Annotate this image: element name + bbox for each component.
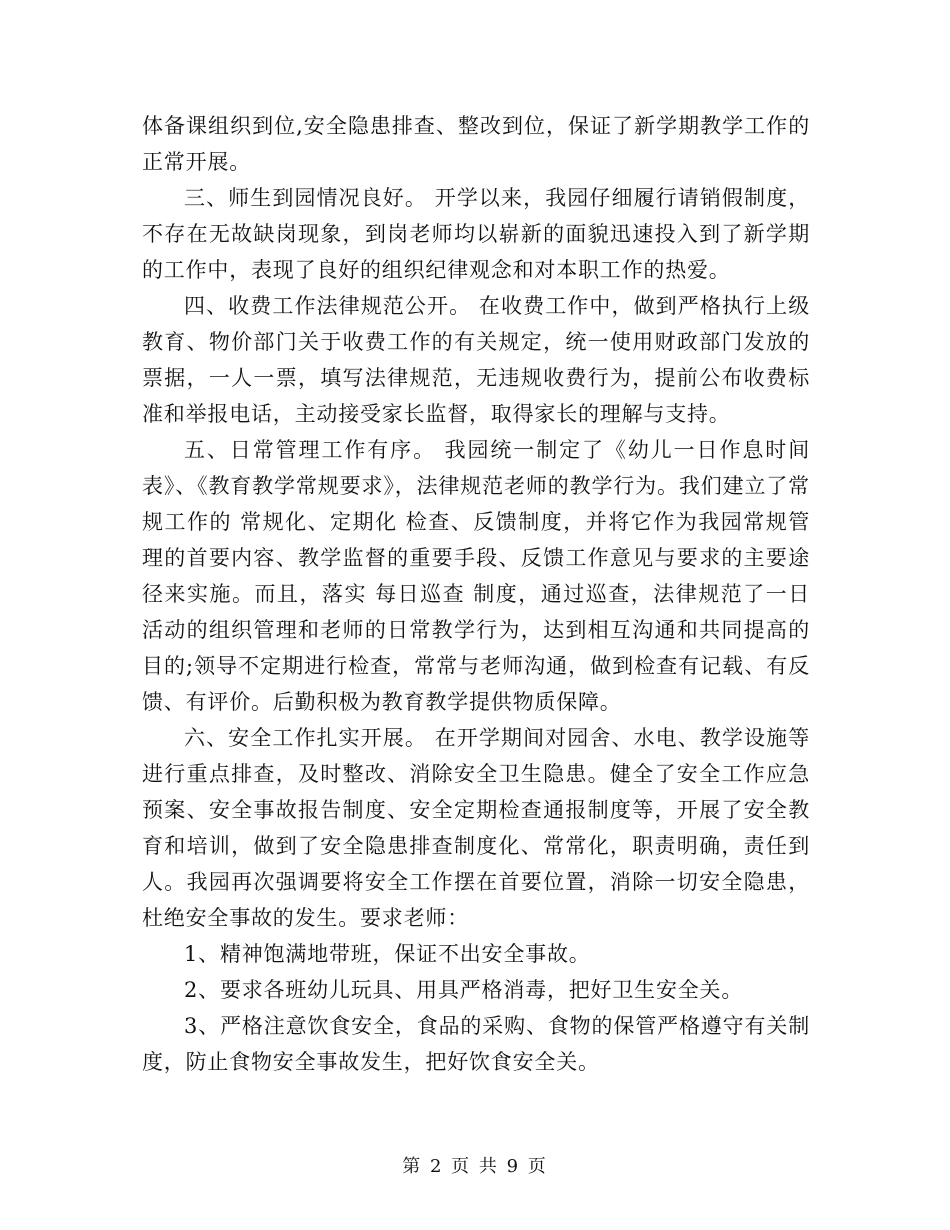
paragraph-daily-management: 五、日常管理工作有序。 我园统一制定了《幼儿一日作息时间表》、《教育教学常规要求》，法律规范老师的教学行为。我们建立了常规工作的 常规化、定期化 检查、反馈制度，并将它作为我园常规管理的首要内容、教学监督的重要手段、反馈工作意见与要求的主要途径来实施。而且，落实 每日巡查 制度，通过巡查，法律规范了一日活动的组织管理和老师的日常教学行为，达到相互沟通和共同提高的目的;领导不定期进行检查，常常与老师沟通，做到检查有记载、有反馈、有评价。后勤积极为教育教学提供物质保障。 — [142, 438, 810, 714]
paragraph-fees: 四、收费工作法律规范公开。 在收费工作中，做到严格执行上级教育、物价部门关于收费工作的有关规定，统一使用财政部门发放的票据，一人一票，填写法律规范，无违规收费行为，提前公布收费标准和举报电话，主动接受家长监督，取得家长的理解与支持。 — [142, 294, 810, 426]
list-item-3: 3、严格注意饮食安全，食品的采购、食物的保管严格遵守有关制度，防止食物安全事故发生，把好饮食安全关。 — [142, 1014, 810, 1074]
paragraph-safety: 六、安全工作扎实开展。 在开学期间对园舍、水电、教学设施等进行重点排查，及时整改、消除安全卫生隐患。健全了安全工作应急预案、安全事故报告制度、安全定期检查通报制度等，开展了安全教育和培训，做到了安全隐患排查制度化、常常化，职责明确，责任到人。我园再次强调要将安全工作摆在首要位置，消除一切安全隐患，杜绝安全事故的发生。要求老师： — [142, 726, 810, 930]
paragraph-attendance: 三、师生到园情况良好。 开学以来，我园仔细履行请销假制度，不存在无故缺岗现象，到岗老师均以崭新的面貌迅速投入到了新学期的工作中，表现了良好的组织纪律观念和对本职工作的热爱。 — [142, 186, 810, 282]
document-body — [142, 108, 810, 1080]
list-item-1: 1、精神饱满地带班，保证不出安全事故。 — [184, 942, 591, 966]
list-item-2: 2、要求各班幼儿玩具、用具严格消毒，把好卫生安全关。 — [184, 978, 744, 1002]
paragraph-continuation: 体备课组织到位,安全隐患排查、整改到位，保证了新学期教学工作的正常开展。 — [142, 114, 810, 174]
page-number: 第 2 页 共 9 页 — [402, 1156, 548, 1177]
